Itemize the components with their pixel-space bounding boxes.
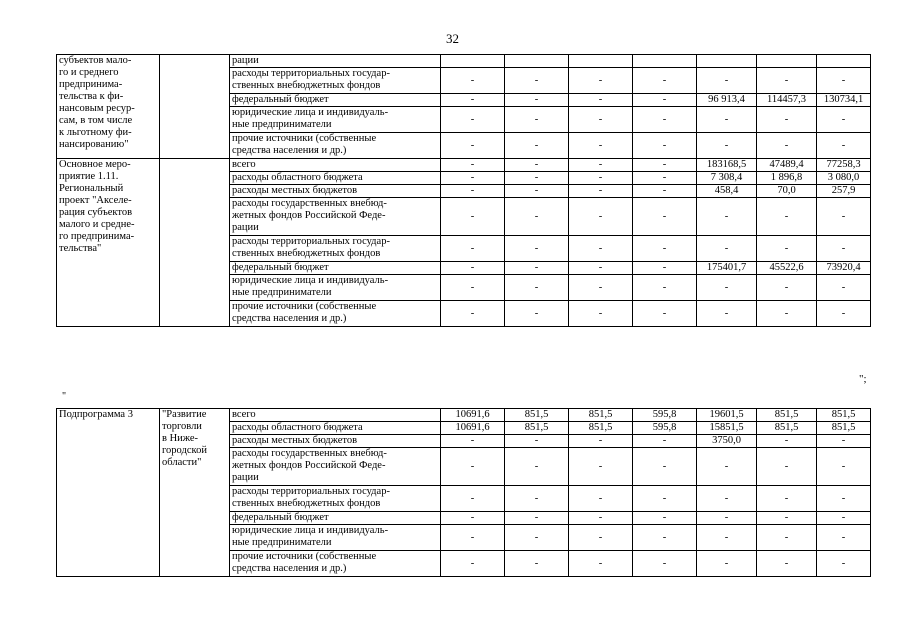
value-cell: - bbox=[569, 159, 633, 172]
value-cell: - bbox=[757, 301, 817, 327]
value-cell bbox=[441, 55, 505, 68]
value-cell: - bbox=[757, 236, 817, 262]
value-cell: - bbox=[633, 275, 697, 301]
value-cell: - bbox=[505, 133, 569, 159]
value-cell: - bbox=[633, 68, 697, 94]
row-label: юридические лица и индивидуаль- ные предприниматели bbox=[230, 275, 441, 301]
value-cell: - bbox=[817, 525, 871, 551]
value-cell: 458,4 bbox=[697, 185, 757, 198]
value-cell: - bbox=[441, 551, 505, 577]
row-label: всего bbox=[230, 409, 441, 422]
value-cell: - bbox=[757, 133, 817, 159]
value-cell: - bbox=[697, 133, 757, 159]
value-cell: - bbox=[569, 448, 633, 486]
value-cell: - bbox=[697, 236, 757, 262]
value-cell: - bbox=[817, 435, 871, 448]
value-cell: - bbox=[505, 262, 569, 275]
value-cell: - bbox=[697, 107, 757, 133]
value-cell: - bbox=[697, 525, 757, 551]
value-cell: - bbox=[757, 435, 817, 448]
value-cell: - bbox=[569, 236, 633, 262]
value-cell: 10691,6 bbox=[441, 409, 505, 422]
value-cell: - bbox=[569, 185, 633, 198]
value-cell: - bbox=[633, 198, 697, 236]
value-cell: - bbox=[633, 159, 697, 172]
closing-quote: "; bbox=[859, 373, 867, 385]
value-cell: - bbox=[697, 448, 757, 486]
value-cell: 851,5 bbox=[505, 422, 569, 435]
value-cell: - bbox=[569, 68, 633, 94]
value-cell: - bbox=[441, 68, 505, 94]
value-cell: - bbox=[569, 94, 633, 107]
value-cell bbox=[505, 55, 569, 68]
value-cell: - bbox=[697, 301, 757, 327]
value-cell: 595,8 bbox=[633, 409, 697, 422]
row-label: рации bbox=[230, 55, 441, 68]
value-cell bbox=[757, 55, 817, 68]
value-cell: - bbox=[697, 512, 757, 525]
opening-quote: " bbox=[62, 391, 67, 402]
subprogram-label: Подпрограмма 3 bbox=[57, 409, 160, 577]
value-cell: 130734,1 bbox=[817, 94, 871, 107]
row-label: расходы территориальных государ- ственных внебюджетных фондов bbox=[230, 486, 441, 512]
value-cell: 70,0 bbox=[757, 185, 817, 198]
value-cell: 851,5 bbox=[569, 409, 633, 422]
value-cell: - bbox=[697, 551, 757, 577]
value-cell: - bbox=[633, 448, 697, 486]
value-cell: - bbox=[569, 262, 633, 275]
value-cell: - bbox=[505, 94, 569, 107]
value-cell: - bbox=[633, 525, 697, 551]
value-cell: - bbox=[817, 448, 871, 486]
value-cell: - bbox=[633, 551, 697, 577]
value-cell: - bbox=[441, 435, 505, 448]
value-cell: 19601,5 bbox=[697, 409, 757, 422]
value-cell: - bbox=[697, 486, 757, 512]
value-cell: - bbox=[441, 94, 505, 107]
value-cell: - bbox=[505, 525, 569, 551]
value-cell: 3 080,0 bbox=[817, 172, 871, 185]
measure-label: субъектов мало- го и среднего предпринима- тельства к фи- нансовым ресур- сам, в том числе к льготному фи- нансированию" bbox=[57, 55, 160, 159]
value-cell: - bbox=[505, 301, 569, 327]
value-cell: - bbox=[817, 107, 871, 133]
funding-table-2 bbox=[56, 408, 871, 577]
value-cell: - bbox=[817, 551, 871, 577]
value-cell: - bbox=[441, 236, 505, 262]
value-cell: 45522,6 bbox=[757, 262, 817, 275]
value-cell: - bbox=[505, 551, 569, 577]
value-cell: - bbox=[569, 486, 633, 512]
value-cell: - bbox=[505, 486, 569, 512]
value-cell: - bbox=[757, 512, 817, 525]
value-cell bbox=[633, 55, 697, 68]
value-cell: - bbox=[757, 448, 817, 486]
value-cell bbox=[817, 55, 871, 68]
value-cell: - bbox=[697, 68, 757, 94]
page-number: 32 bbox=[446, 31, 459, 46]
value-cell: 47489,4 bbox=[757, 159, 817, 172]
value-cell: - bbox=[633, 262, 697, 275]
value-cell: - bbox=[633, 512, 697, 525]
value-cell: 595,8 bbox=[633, 422, 697, 435]
value-cell: - bbox=[633, 94, 697, 107]
funding-table-1 bbox=[56, 54, 871, 327]
value-cell: 851,5 bbox=[757, 409, 817, 422]
value-cell: - bbox=[757, 525, 817, 551]
value-cell: - bbox=[505, 68, 569, 94]
value-cell: - bbox=[569, 198, 633, 236]
row-label: расходы государственных внебюд- жетных фондов Российской Феде- рации bbox=[230, 198, 441, 236]
value-cell: - bbox=[441, 198, 505, 236]
value-cell bbox=[697, 55, 757, 68]
value-cell: - bbox=[441, 525, 505, 551]
value-cell: - bbox=[505, 512, 569, 525]
value-cell: - bbox=[441, 262, 505, 275]
responsible-cell bbox=[160, 159, 230, 327]
row-label: расходы государственных внебюд- жетных фондов Российской Феде- рации bbox=[230, 448, 441, 486]
value-cell: 175401,7 bbox=[697, 262, 757, 275]
value-cell: - bbox=[697, 198, 757, 236]
value-cell: - bbox=[569, 301, 633, 327]
value-cell: - bbox=[817, 486, 871, 512]
value-cell: - bbox=[633, 301, 697, 327]
value-cell: - bbox=[441, 512, 505, 525]
value-cell: - bbox=[505, 185, 569, 198]
measure-label: Основное меро- приятие 1.11. Региональный проект "Акселе- рация субъектов малого и средне- го предпринима- тельства" bbox=[57, 159, 160, 327]
value-cell: - bbox=[633, 236, 697, 262]
value-cell: 3750,0 bbox=[697, 435, 757, 448]
value-cell: - bbox=[569, 172, 633, 185]
value-cell: - bbox=[817, 133, 871, 159]
row-label: юридические лица и индивидуаль- ные предприниматели bbox=[230, 107, 441, 133]
value-cell: - bbox=[817, 275, 871, 301]
row-label: федеральный бюджет bbox=[230, 94, 441, 107]
value-cell: - bbox=[505, 198, 569, 236]
row-label: всего bbox=[230, 159, 441, 172]
value-cell: 1 896,8 bbox=[757, 172, 817, 185]
value-cell: - bbox=[569, 133, 633, 159]
row-label: расходы территориальных государ- ственных внебюджетных фондов bbox=[230, 68, 441, 94]
value-cell: - bbox=[757, 198, 817, 236]
row-label: прочие источники (собственные средства населения и др.) bbox=[230, 133, 441, 159]
value-cell: - bbox=[757, 486, 817, 512]
value-cell: - bbox=[505, 448, 569, 486]
value-cell: - bbox=[817, 198, 871, 236]
value-cell: 851,5 bbox=[569, 422, 633, 435]
value-cell: 257,9 bbox=[817, 185, 871, 198]
value-cell: 114457,3 bbox=[757, 94, 817, 107]
value-cell: 10691,6 bbox=[441, 422, 505, 435]
value-cell: 851,5 bbox=[757, 422, 817, 435]
value-cell: - bbox=[441, 133, 505, 159]
table-row bbox=[57, 55, 871, 68]
row-label: федеральный бюджет bbox=[230, 512, 441, 525]
value-cell: 15851,5 bbox=[697, 422, 757, 435]
value-cell: 7 308,4 bbox=[697, 172, 757, 185]
value-cell: 96 913,4 bbox=[697, 94, 757, 107]
row-label: расходы областного бюджета bbox=[230, 422, 441, 435]
value-cell: - bbox=[505, 275, 569, 301]
value-cell: - bbox=[757, 551, 817, 577]
value-cell bbox=[569, 55, 633, 68]
value-cell: - bbox=[569, 551, 633, 577]
value-cell: - bbox=[817, 301, 871, 327]
value-cell: 73920,4 bbox=[817, 262, 871, 275]
value-cell: - bbox=[817, 512, 871, 525]
value-cell: - bbox=[441, 301, 505, 327]
row-label: расходы территориальных государ- ственных внебюджетных фондов bbox=[230, 236, 441, 262]
value-cell: - bbox=[505, 435, 569, 448]
subprogram-title: "Развитие торговли в Ниже- городской области" bbox=[160, 409, 230, 577]
row-label: прочие источники (собственные средства населения и др.) bbox=[230, 551, 441, 577]
table-row bbox=[57, 409, 871, 422]
value-cell: - bbox=[633, 133, 697, 159]
value-cell: - bbox=[441, 448, 505, 486]
row-label: расходы местных бюджетов bbox=[230, 185, 441, 198]
value-cell: - bbox=[757, 107, 817, 133]
value-cell: - bbox=[441, 275, 505, 301]
row-label: расходы областного бюджета bbox=[230, 172, 441, 185]
value-cell: - bbox=[569, 512, 633, 525]
value-cell: - bbox=[817, 68, 871, 94]
value-cell: 851,5 bbox=[817, 422, 871, 435]
row-label: расходы местных бюджетов bbox=[230, 435, 441, 448]
value-cell: - bbox=[441, 486, 505, 512]
value-cell: - bbox=[633, 185, 697, 198]
table-row bbox=[57, 159, 871, 172]
value-cell: - bbox=[633, 172, 697, 185]
value-cell: - bbox=[441, 172, 505, 185]
value-cell: - bbox=[757, 275, 817, 301]
value-cell: - bbox=[505, 236, 569, 262]
value-cell: - bbox=[697, 275, 757, 301]
value-cell: - bbox=[441, 159, 505, 172]
value-cell: - bbox=[569, 107, 633, 133]
row-label: федеральный бюджет bbox=[230, 262, 441, 275]
value-cell: 851,5 bbox=[817, 409, 871, 422]
value-cell: - bbox=[633, 435, 697, 448]
value-cell: - bbox=[505, 172, 569, 185]
value-cell: - bbox=[505, 159, 569, 172]
row-label: юридические лица и индивидуаль- ные предприниматели bbox=[230, 525, 441, 551]
value-cell: - bbox=[441, 107, 505, 133]
value-cell: 183168,5 bbox=[697, 159, 757, 172]
row-label: прочие источники (собственные средства населения и др.) bbox=[230, 301, 441, 327]
value-cell: 77258,3 bbox=[817, 159, 871, 172]
value-cell: - bbox=[569, 435, 633, 448]
value-cell: - bbox=[757, 68, 817, 94]
value-cell: - bbox=[817, 236, 871, 262]
value-cell: 851,5 bbox=[505, 409, 569, 422]
value-cell: - bbox=[505, 107, 569, 133]
value-cell: - bbox=[441, 185, 505, 198]
value-cell: - bbox=[569, 275, 633, 301]
value-cell: - bbox=[633, 486, 697, 512]
responsible-cell bbox=[160, 55, 230, 159]
value-cell: - bbox=[633, 107, 697, 133]
value-cell: - bbox=[569, 525, 633, 551]
